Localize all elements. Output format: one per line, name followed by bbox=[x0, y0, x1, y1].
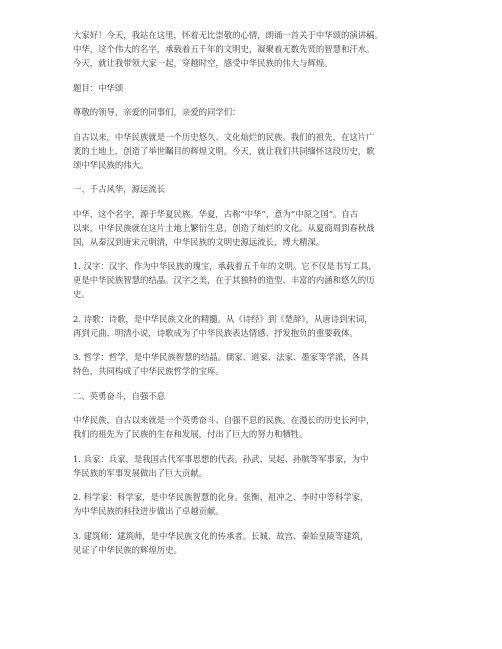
list-item-science bbox=[73, 490, 433, 518]
intro-line: 中华，这个伟大的名字，承载着五千年的文明史，凝聚着无数先贤的智慧和汗水。 bbox=[73, 44, 375, 54]
list-item-architecture bbox=[73, 529, 433, 557]
intro-line: 今天，就让我带领大家一起，穿越时空，感受中华民族的伟大与辉煌。 bbox=[73, 58, 333, 68]
section-heading-2: 二、英勇奋斗，自强不息 bbox=[73, 390, 166, 401]
greeting: 尊敬的领导，亲爱的同事们，亲爱的同学们： bbox=[73, 107, 241, 117]
list-item-line: 特色，共同构成了中华民族哲学的宝库。 bbox=[73, 366, 224, 376]
list-item-hanzi bbox=[73, 259, 433, 301]
document-page bbox=[73, 28, 433, 567]
section1-body-line: 以来，中华民族就在这片土地上繁衍生息，创造了灿烂的文化。从夏商周到春秋战 bbox=[73, 222, 375, 233]
list-item-line: 3. 建筑师：建筑师，是中华民族文化的传承者。长城、故宫、秦始皇陵等建筑， bbox=[73, 530, 369, 541]
list-item-line: 1. 汉字：汉字，作为中华民族的瑰宝，承载着五千年的文明。它不仅是书写工具， bbox=[73, 261, 377, 271]
list-item-line: 2. 科学家：科学家，是中华民族智慧的化身。张衡、祖冲之、李时中等科学家， bbox=[73, 492, 369, 502]
list-item-line: 为中华民族的科技进步做出了卓越贡献。 bbox=[73, 506, 224, 516]
list-item-line: 华民族的军事发展做出了巨大贡献。 bbox=[73, 467, 207, 478]
section-heading-1: 一、千古风华，源远流长 bbox=[73, 184, 166, 194]
speech-title: 题目：中华颂 bbox=[73, 82, 124, 93]
list-item-military bbox=[73, 452, 433, 480]
list-item-philosophy bbox=[73, 350, 433, 378]
section2-body bbox=[73, 413, 433, 441]
section2-body-line: 我们的祖先为了民族的生存和发展，付出了巨大的努力和牺牲。 bbox=[73, 429, 308, 439]
list-item-line: 2. 诗歌：诗歌，是中华民族文化的精髓。从《诗经》到《楚辞》，从唐诗到宋词， bbox=[73, 313, 373, 324]
list-item-line: 再到元曲、明清小说，诗歌成为了中华民族表达情感、抒发抱负的重要载体。 bbox=[73, 327, 358, 338]
section2-body-line: 中华民族，自古以来就是一个英勇奋斗、自强不息的民族。在漫长的历史长河中， bbox=[73, 415, 375, 425]
section1-body bbox=[73, 207, 433, 249]
intro-paragraph bbox=[73, 28, 433, 70]
list-item-line: 更是中华民族智慧的结晶。汉字之美，在于其独特的造型、丰富的内涵和悠久的历 bbox=[73, 275, 375, 285]
opening-paragraph bbox=[73, 130, 433, 172]
section1-body-line: 国，从秦汉到唐宋元明清，中华民族的文明史源远流长，博大精深。 bbox=[73, 236, 325, 247]
list-item-poetry bbox=[73, 312, 433, 340]
opening-line: 自古以来，中华民族就是一个历史悠久、文化灿烂的民族。我们的祖先，在这片广 bbox=[73, 131, 375, 142]
list-item-line: 史。 bbox=[73, 289, 90, 299]
section1-body-line: 中华，这个名字，源于华夏民族。华夏，古称“中华”，意为“中原之国”。自古 bbox=[73, 208, 359, 219]
intro-line: 大家好！今天，我站在这里，怀着无比崇敬的心情，朗诵一首关于中华颂的演讲稿。 bbox=[73, 30, 383, 40]
opening-line: 颂中华民族的伟大。 bbox=[73, 159, 149, 170]
list-item-line: 见证了中华民族的辉煌历史。 bbox=[73, 544, 182, 555]
list-item-line: 3. 哲学：哲学，是中华民族智慧的结晶。儒家、道家、法家、墨家等学派，各具 bbox=[73, 352, 369, 362]
list-item-line: 1. 兵家：兵家，是我国古代军事思想的代表。孙武、吴起、孙膑等军事家，为中 bbox=[73, 453, 369, 464]
opening-line: 袤的土地上，创造了举世瞩目的辉煌文明。今天，就让我们共同缅怀这段历史，歌 bbox=[73, 145, 375, 156]
